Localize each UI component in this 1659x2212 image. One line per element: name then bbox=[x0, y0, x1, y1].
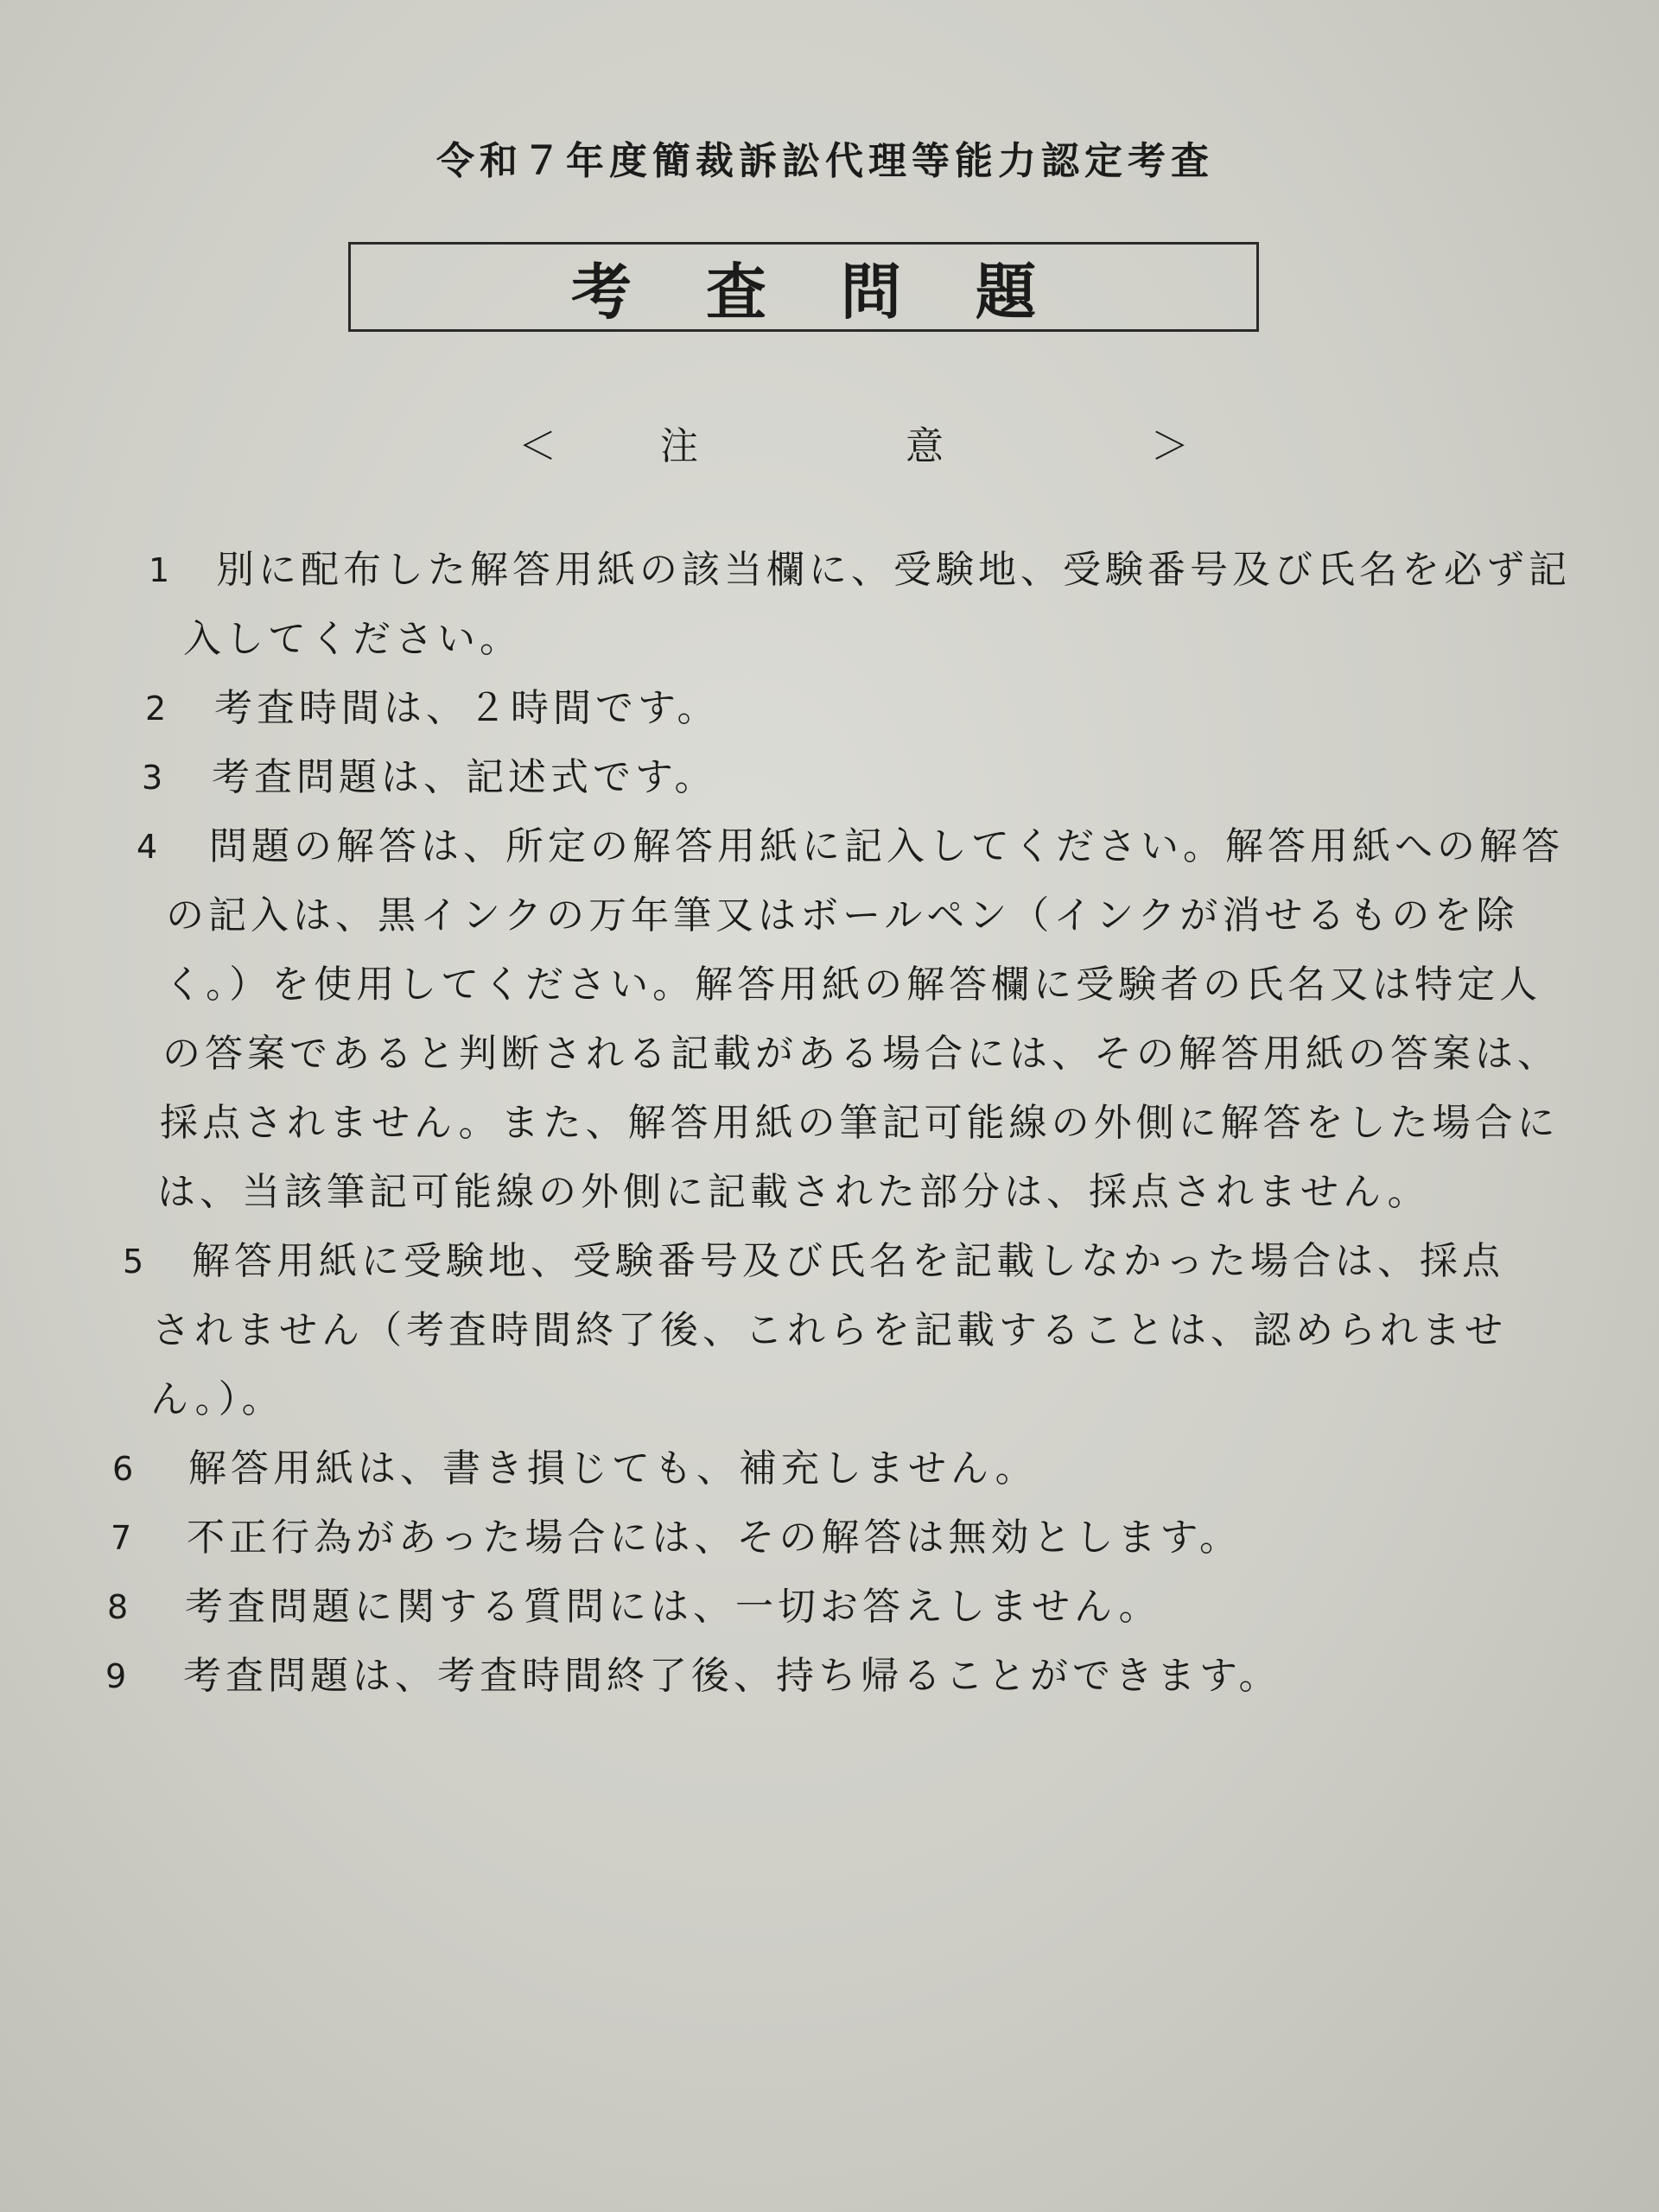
item-line: 考査問題は、記述式です。 bbox=[212, 755, 717, 799]
item-line: 入してください。 bbox=[183, 617, 522, 661]
item-number: 4 bbox=[137, 828, 158, 866]
instruction-item-1 bbox=[86, 536, 1573, 674]
item-line: 解答用紙は、書き損じても、補充しません。 bbox=[188, 1446, 1038, 1491]
item-number: 9 bbox=[105, 1657, 127, 1695]
notice-label-text: 注意 bbox=[660, 424, 1151, 468]
item-number: 7 bbox=[111, 1519, 132, 1557]
instruction-item-5 bbox=[86, 1227, 1573, 1434]
item-number: 2 bbox=[145, 690, 167, 728]
item-line: 問題の解答は、所定の解答用紙に記入してください。解答用紙への解答 bbox=[209, 824, 1564, 868]
item-line: く。）を使用してください。解答用紙の解答欄に受験者の氏名又は特定人 bbox=[164, 963, 1542, 1007]
item-line: の答案であると判断される記載がある場合には、その解答用紙の答案は、 bbox=[162, 1032, 1560, 1076]
notice-open-bracket: ＜ bbox=[518, 424, 556, 468]
instruction-item-3 bbox=[86, 743, 1573, 812]
notice-label bbox=[518, 415, 1189, 470]
item-line: 採点されません。また、解答用紙の筆記可能線の外側に解答をした場合に bbox=[160, 1101, 1560, 1145]
item-number: 6 bbox=[112, 1450, 134, 1488]
item-number: 3 bbox=[142, 759, 163, 797]
item-line: されません（考査時間終了後、これらを記載することは、認められませ bbox=[152, 1308, 1507, 1352]
item-number: 8 bbox=[107, 1588, 129, 1626]
item-line: 別に配布した解答用紙の該当欄に、受験地、受験番号及び氏名を必ず記 bbox=[216, 548, 1571, 592]
item-line: 考査問題に関する質問には、一切お答えしません。 bbox=[185, 1585, 1161, 1629]
item-line: 考査問題は、考査時間終了後、持ち帰ることができます。 bbox=[183, 1654, 1281, 1698]
instruction-item-4 bbox=[86, 812, 1573, 1227]
item-line: の記入は、黒インクの万年筆又はボールペン（インクが消せるものを除 bbox=[166, 893, 1519, 938]
item-line: 考査時間は、２時間です。 bbox=[214, 686, 720, 730]
heading-box bbox=[348, 242, 1259, 332]
item-number: 5 bbox=[123, 1243, 144, 1281]
exam-title: 令和７年度簡裁訴訟代理等能力認定考査 bbox=[436, 139, 1214, 183]
instruction-item-2 bbox=[86, 674, 1573, 743]
item-line: 解答用紙に受験地、受験番号及び氏名を記載しなかった場合は、採点 bbox=[192, 1239, 1504, 1283]
instruction-item-9 bbox=[86, 1642, 1573, 1711]
item-number: 1 bbox=[149, 551, 170, 589]
heading-text: 考査問題 bbox=[571, 255, 1110, 327]
item-line: は、当該筆記可能線の外側に記載された部分は、採点されません。 bbox=[157, 1170, 1430, 1214]
item-line: ん。）。 bbox=[150, 1377, 284, 1421]
notice-close-bracket: ＞ bbox=[1151, 424, 1189, 468]
instruction-item-6 bbox=[86, 1434, 1573, 1503]
item-line: 不正行為があった場合には、その解答は無効とします。 bbox=[187, 1516, 1243, 1560]
instruction-item-8 bbox=[86, 1573, 1573, 1642]
exam-cover-page bbox=[52, 35, 1607, 2177]
instruction-item-7 bbox=[86, 1503, 1573, 1573]
instruction-list bbox=[86, 536, 1573, 1711]
